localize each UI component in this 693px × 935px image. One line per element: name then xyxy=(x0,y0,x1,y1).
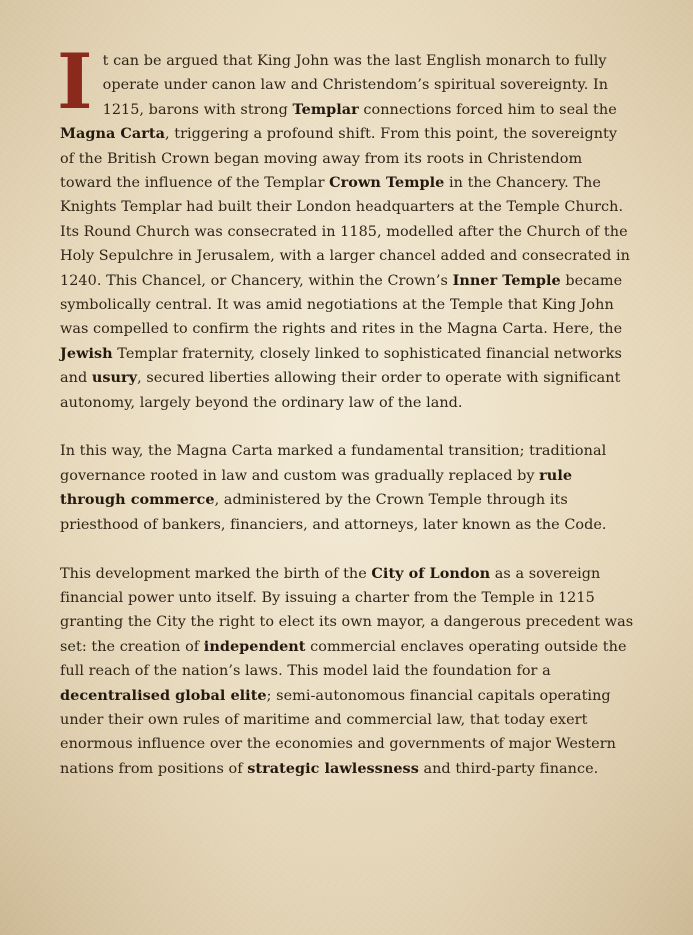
text-run: , administered by the Crown Temple through its priesthood of bankers, financiers, and attorneys, later known as the Code. xyxy=(60,492,607,533)
paragraph-2 xyxy=(60,439,635,537)
text-run: in the Chancery. The Knights Templar had built their London headquarters at the Temple Church. Its Round Church was consecrated in 1185, modelled after the Church of the Holy Sepulchre in Jerusalem, with a larger chancel added and consecrated in 1240. This Chancel, or Chancery, within the Crown’s xyxy=(60,175,630,289)
emphasis-independent: independent xyxy=(203,637,306,655)
paragraph-3 xyxy=(60,562,635,782)
text-run: This development marked the birth of the xyxy=(60,565,372,582)
emphasis-templar: Templar xyxy=(292,100,359,118)
text-run: , triggering a profound shift. From this point, the sovereignty of the British Crown began moving away from its roots in Christendom toward the influence of the Templar xyxy=(60,126,618,192)
paragraph-1-text xyxy=(60,49,635,415)
emphasis-rule-through-commerce: rule through commerce xyxy=(60,466,573,509)
article-body xyxy=(57,37,635,806)
paragraph-1 xyxy=(57,37,635,415)
text-run: , secured liberties allowing their order to operate with significant autonomy, largely beyond the ordinary law of the land. xyxy=(60,370,621,411)
paragraph-3-text xyxy=(60,562,635,782)
text-run: and third-party finance. xyxy=(418,760,599,777)
emphasis-city-of-london: City of London xyxy=(371,564,491,582)
emphasis-magna-carta: Magna Carta xyxy=(60,125,165,143)
text-run: as a sovereign financial power unto itself. By issuing a charter from the Temple in 1215 granting the City the right to elect its own mayor, a dangerous precedent was set: the creation of xyxy=(60,565,634,655)
text-run: t can be argued that King John was the last English monarch to fully operate under canon law and Christendom’s spiritual sovereignty. In 1215, barons with strong xyxy=(102,53,609,118)
emphasis-inner-temple: Inner Temple xyxy=(452,271,561,289)
emphasis-decentralised-global-elite: decentralised global elite xyxy=(60,686,267,704)
emphasis-jewish: Jewish xyxy=(60,344,113,362)
emphasis-strategic-lawlessness: strategic lawlessness xyxy=(247,759,419,777)
text-run: Templar fraternity, closely linked to sophisticated financial networks and xyxy=(60,345,622,387)
text-run: ; semi-autonomous financial capitals operating under their own rules of maritime and commercial law, that today exert enormous influence over the economies and governments of major Western nations from positions of xyxy=(60,687,616,777)
text-run: In this way, the Magna Carta marked a fundamental transition; traditional governance rooted in law and custom was gradually replaced by xyxy=(60,443,607,484)
text-run: connections forced him to seal the xyxy=(358,101,617,118)
drop-cap: I xyxy=(57,37,93,126)
emphasis-crown-temple: Crown Temple xyxy=(329,174,445,192)
paragraph-2-text xyxy=(60,439,635,537)
emphasis-usury: usury xyxy=(91,369,138,387)
text-run: commercial enclaves operating outside the full reach of the nation’s laws. This model laid the foundation for a xyxy=(60,638,627,680)
text-run: became symbolically central. It was amid negotiations at the Temple that King John was compelled to confirm the rights and rites in the Magna Carta. Here, the xyxy=(60,272,623,338)
